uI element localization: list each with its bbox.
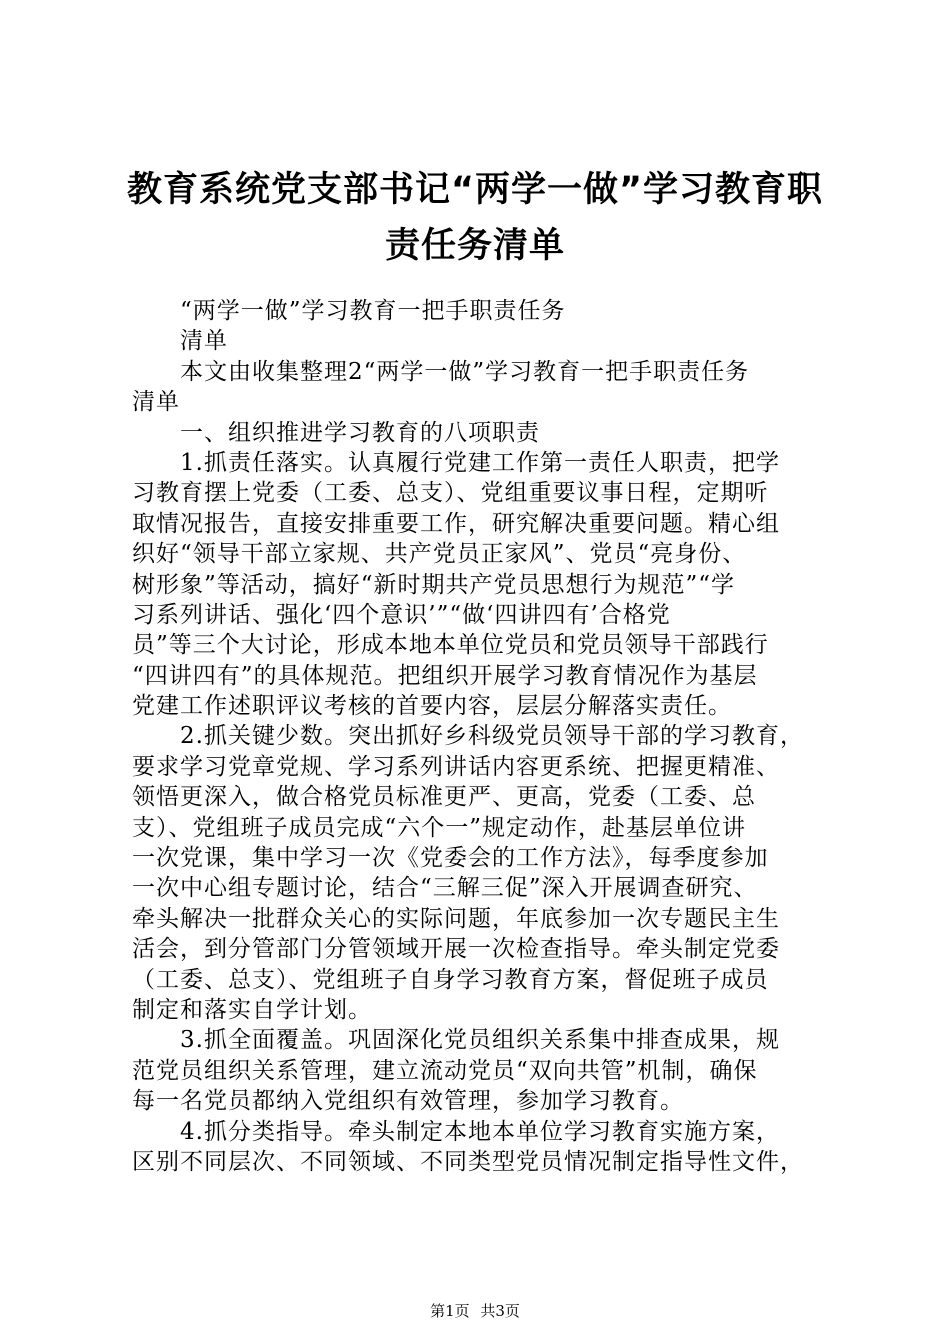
- text-line: 支）、党组班子成员完成“六个一”规定动作，赴基层单位讲: [132, 814, 747, 841]
- text-line: 一次中心组专题讨论，结合“三解三促”深入开展调查研究、: [132, 875, 758, 902]
- text-line: 要求学习党章党规、学习系列讲话内容更系统、把握更精准、: [132, 753, 780, 780]
- text-line: 牵头解决一批群众关心的实际问题，年底参加一次专题民主生: [132, 905, 780, 932]
- text-line: 员”等三个大讨论，形成本地本单位党员和党员领导干部践行: [132, 632, 769, 659]
- text-line: 3.抓全面覆盖。巩固深化党员组织关系集中排查成果，规: [180, 1027, 780, 1054]
- text-line: 树形象”等活动，搞好“新时期共产党员思想行为规范”“学: [132, 571, 736, 598]
- text-line: 1.抓责任落实。认真履行党建工作第一责任人职责，把学: [180, 449, 780, 476]
- text-line: 2.抓关键少数。突出抓好乡科级党员领导干部的学习教育，: [180, 723, 804, 750]
- text-line: 清单: [180, 328, 228, 355]
- text-line: 活会，到分管部门分管领域开展一次检查指导。牵头制定党委: [132, 936, 780, 963]
- text-line: 区别不同层次、不同领域、不同类型党员情况制定指导性文件，: [132, 1148, 804, 1175]
- text-line: （工委、总支）、党组班子自身学习教育方案，督促班子成员: [132, 966, 769, 993]
- text-line: “四讲四有”的具体规范。把组织开展学习教育情况作为基层: [132, 662, 758, 689]
- text-line: 一次党课，集中学习一次《党委会的工作方法》，每季度参加: [132, 845, 769, 872]
- document-title-line-1: 教育系统党支部书记“两学一做”学习教育职: [126, 170, 823, 210]
- document-body: [132, 296, 832, 1177]
- text-line: 制定和落实自学计划。: [132, 996, 372, 1023]
- page-footer: [0, 1300, 950, 1321]
- text-line: 清单: [132, 389, 180, 416]
- document-title-line-2: 责任务清单: [384, 226, 565, 266]
- text-line: “两学一做”学习教育一把手职责任务: [180, 298, 566, 324]
- text-line: 党建工作述职评议考核的首要内容，层层分解落实责任。: [132, 693, 732, 720]
- page-number: 第1页: [430, 1302, 470, 1320]
- text-line: 领悟更深入，做合格党员标准更严、更高，党委（工委、总: [132, 784, 756, 811]
- text-line: 习教育摆上党委（工委、总支）、党组重要议事日程，定期听: [132, 480, 769, 507]
- text-line: 4.抓分类指导。牵头制定本地本单位学习教育实施方案，: [180, 1118, 780, 1145]
- text-line: 范党员组织关系管理，建立流动党员“双向共管”机制，确保: [132, 1057, 758, 1084]
- text-line: 每一名党员都纳入党组织有效管理，参加学习教育。: [132, 1088, 684, 1115]
- text-line: 本文由收集整理2“两学一做”学习教育一把手职责任务: [180, 358, 750, 385]
- text-line: 取情况报告，直接安排重要工作，研究解决重要问题。精心组: [132, 510, 780, 537]
- text-line: 织好“领导干部立家规、共产党员正家风”、党员“亮身份、: [132, 541, 747, 568]
- page-total: 共3页: [480, 1302, 520, 1320]
- text-line: 一、组织推进学习教育的八项职责: [180, 419, 540, 446]
- text-line: 习系列讲话、强化‘四个意识’”“做‘四讲四有’合格党: [132, 601, 671, 628]
